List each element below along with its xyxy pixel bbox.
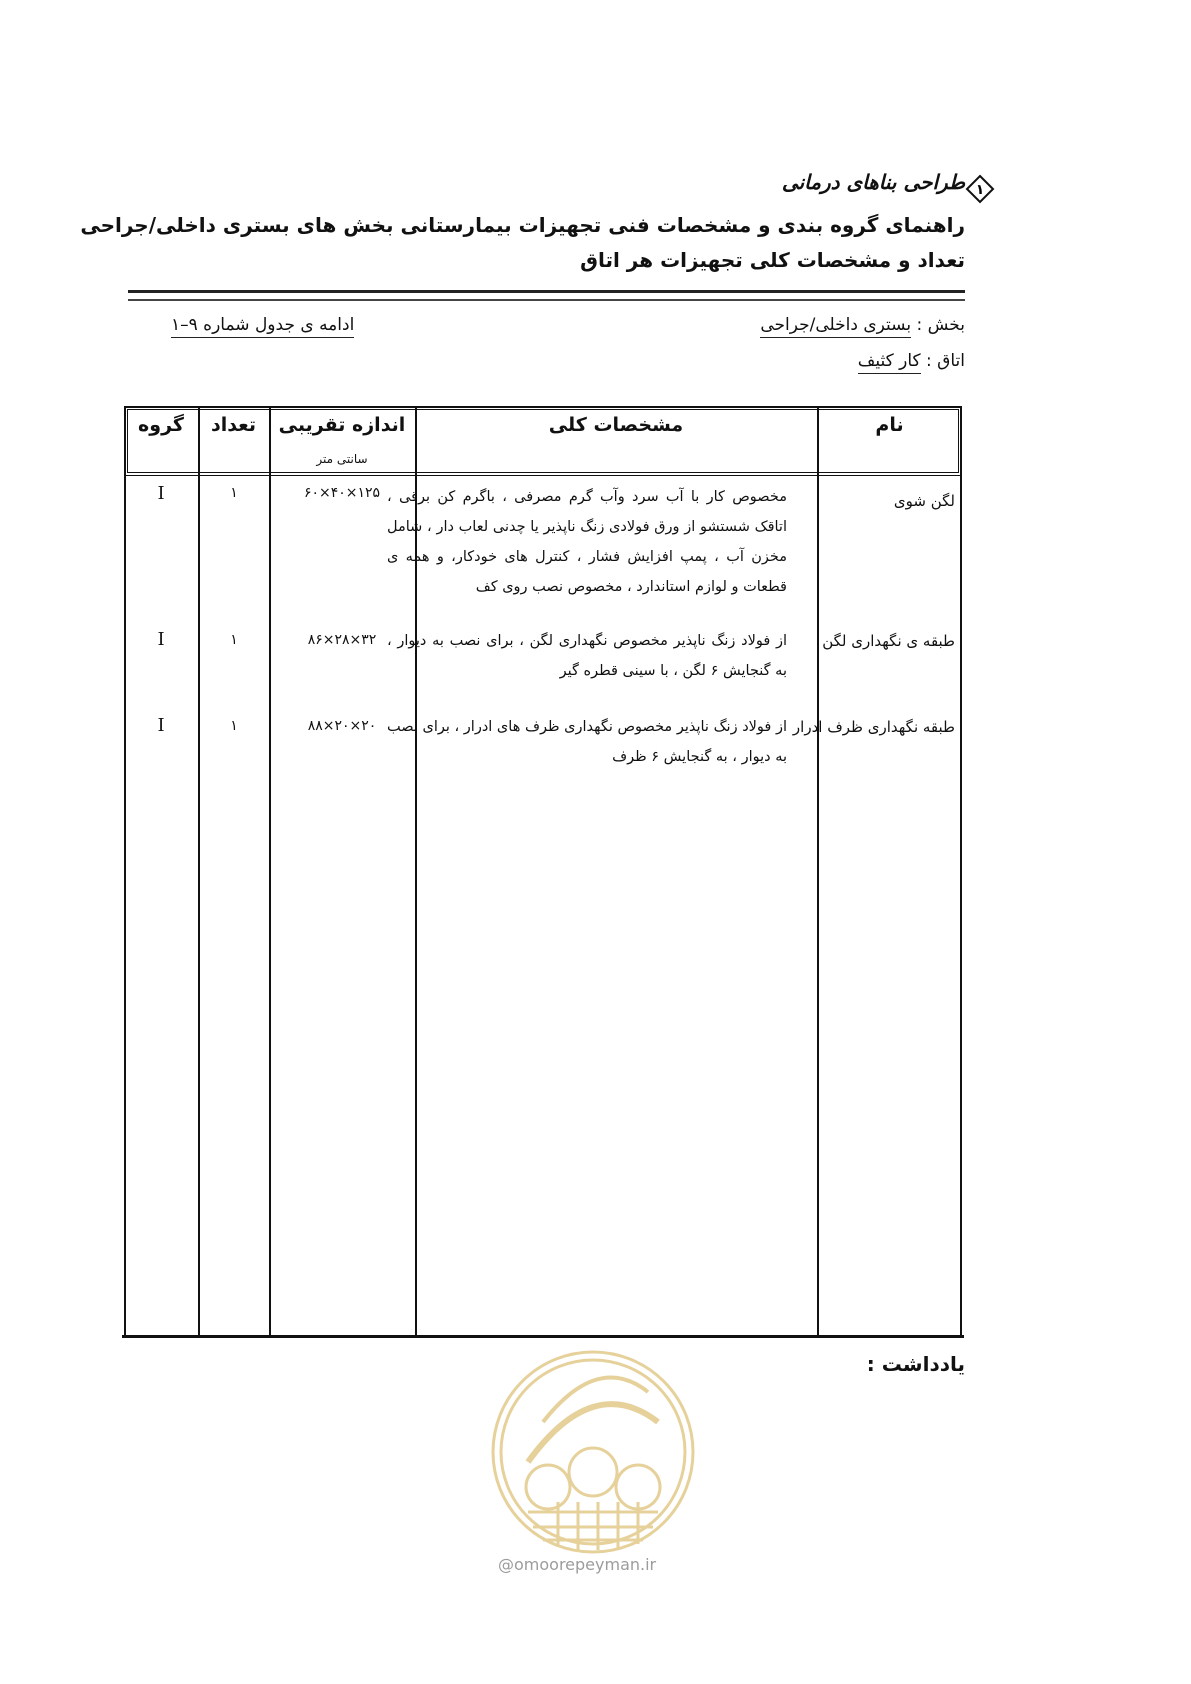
department-line	[760, 315, 965, 335]
header-group: گروه	[138, 414, 184, 436]
row-3-group: I	[157, 715, 165, 736]
header-size: اندازه تقریبی	[278, 414, 406, 436]
department-label: بخش :	[916, 315, 965, 335]
column-divider	[269, 406, 271, 1337]
table-continuation-note: ادامه ی جدول شماره ۹–۱	[171, 315, 354, 338]
document-subtitle: تعداد و مشخصات کلی تجهیزات هر اتاق	[580, 248, 965, 272]
header-divider	[128, 290, 965, 301]
row-1-group: I	[157, 483, 165, 504]
row-1-size: ۶۰×۴۰×۱۲۵	[303, 485, 381, 501]
chapter-number: ۱	[975, 182, 985, 198]
row-1-name: لگن شوی	[893, 492, 955, 510]
row-2-size: ۸۶×۲۸×۳۲	[307, 632, 377, 648]
document-title: راهنمای گروه بندی و مشخصات فنی تجهیزات بیمارستانی بخش های بستری داخلی/جراحی	[80, 213, 965, 237]
column-divider	[198, 406, 200, 1337]
watermark-logo	[488, 1312, 698, 1592]
header-size-unit: سانتی متر	[316, 452, 368, 466]
chapter-badge	[965, 174, 995, 204]
room-label: اتاق :	[926, 351, 965, 371]
header-name: نام	[875, 414, 904, 436]
department-value: بستری داخلی/جراحی	[760, 315, 911, 338]
row-1-qty: ۱	[230, 485, 238, 501]
room-line	[858, 351, 965, 371]
row-3-size: ۸۸×۲۰×۲۰	[307, 718, 377, 734]
row-2-spec: از فولاد زنگ ناپذیر مخصوص نگهداری لگن ، برای نصب به دیوار ، به گنجایش ۶ لگن ، با سینی قطره گیر	[387, 633, 787, 679]
room-value: کار کثیف	[858, 351, 921, 374]
series-title: طراحی بناهای درمانی	[781, 170, 965, 194]
header-spec: مشخصات کلی	[548, 414, 684, 436]
row-3-spec: از فولاد زنگ ناپذیر مخصوص نگهداری ظرف های ادرار ، برای نصب به دیوار ، به گنجایش ۶ ظرف	[387, 719, 787, 765]
notes-label: یادداشت :	[866, 1352, 965, 1376]
header-qty: تعداد	[210, 414, 257, 436]
row-2-group: I	[157, 629, 165, 650]
column-divider	[817, 406, 819, 1337]
row-3-qty: ۱	[230, 718, 238, 734]
row-2-name: طبقه ی نگهداری لگن	[822, 632, 955, 650]
row-3-name: طبقه نگهداری ظرف ادرار	[792, 718, 955, 736]
row-2-qty: ۱	[230, 632, 238, 648]
row-1-spec: مخصوص کار با آب سرد وآب گرم مصرفی ، باگرم کن برقی ، اتاقک شستشو از ورق فولادی زنگ ناپذیر یا چدنی لعاب دار ، شامل مخزن آب ، پمپ افزایش فشار ، کنترل های خودکار، و همه ی قطعات و لوازم استاندارد ، مخصوص نصب روی کف	[387, 489, 787, 595]
watermark-handle: @omoorepeyman.ir	[498, 1555, 657, 1574]
